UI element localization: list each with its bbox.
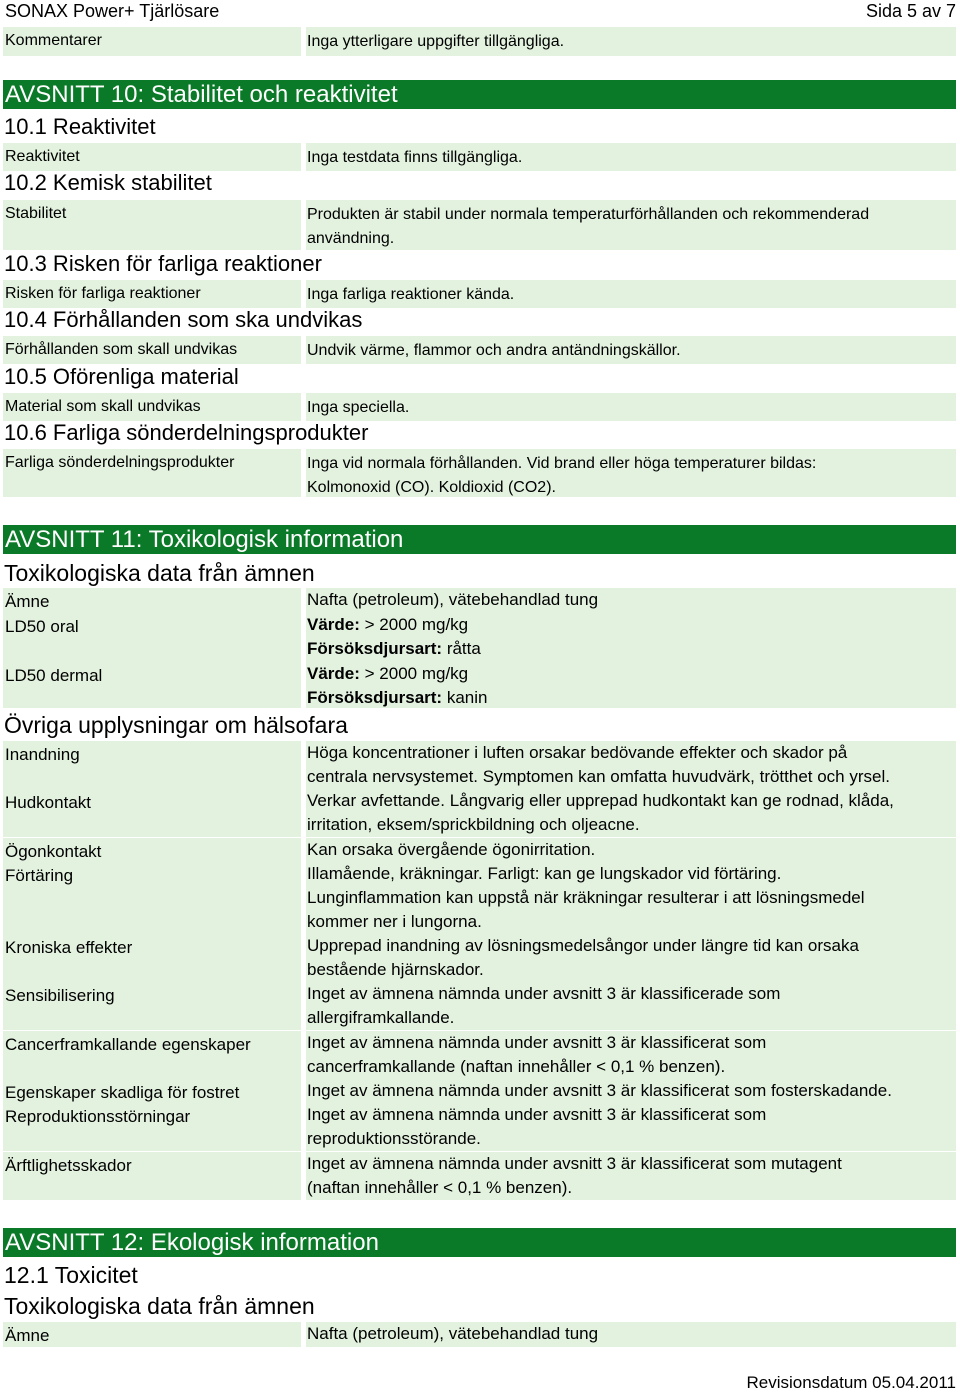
value-farliga-reaktioner: Inga farliga reaktioner kända. [306,280,956,308]
value-cancer-line2: cancerframkallande (naftan innehåller < 0,1 % benzen). [307,1057,726,1076]
label-ld50-oral: LD50 oral [3,613,301,662]
row-reproduktion [3,1103,956,1151]
row-sensibilisering [3,982,956,1030]
value-sensibilisering-line2: allergiframkallande. [307,1008,455,1027]
value-cancer-line1: Inget av ämnena nämnda under avsnitt 3 är klassificerat som [307,1033,767,1052]
varde-value: > 2000 mg/kg [359,664,469,683]
label-reproduktion: Reproduktionsstörningar [3,1103,301,1151]
row-eco-amne [3,1322,956,1347]
row-cancer [3,1031,956,1079]
label-arftlighet: Ärftlighetsskador [3,1152,301,1200]
heading-other-health: Övriga upplysningar om hälsofara [4,712,348,738]
label-stabilitet: Stabilitet [3,200,301,250]
row-amne [3,588,956,613]
value-ld50-dermal [306,662,956,708]
heading-10-2: 10.2 Kemisk stabilitet [4,170,212,195]
art-key: Försöksdjursart: [307,688,443,707]
section-12-banner: AVSNITT 12: Ekologisk information [3,1228,956,1257]
label-reaktivitet: Reaktivitet [3,143,301,171]
value-fortaring-line1: Illamående, kräkningar. Farligt: kan ge lungskador vid förtäring. [307,864,782,883]
label-ld50-dermal: LD50 dermal [3,662,301,708]
row-reaktivitet [3,143,956,171]
value-kroniska-line2: bestående hjärnskador. [307,960,484,979]
value-stabilitet-line2: användning. [307,230,395,247]
value-sensibilisering [306,982,956,1030]
varde-value: > 2000 mg/kg [359,615,469,634]
value-kroniska-line1: Upprepad inandning av lösningsmedelsångor under längre tid kan orsaka [307,936,859,955]
ld50-oral-art [307,637,954,661]
row-inandning [3,741,956,789]
value-amne: Nafta (petroleum), vätebehandlad tung [306,588,956,613]
value-arftlighet [306,1152,956,1200]
label-fortaring: Förtäring [3,862,301,934]
value-eco-amne: Nafta (petroleum), vätebehandlad tung [306,1322,956,1347]
value-fortaring-line2: Lunginflammation kan uppstå när kräkningar resulterar i att lösningsmedel [307,888,865,907]
value-hudkontakt-line2: irritation, eksem/sprickbildning och oljeacne. [307,815,640,834]
art-key: Försöksdjursart: [307,639,443,658]
value-sonderdelning [306,449,956,497]
row-sonderdelning [3,449,956,497]
label-sonderdelning: Farliga sönderdelningsprodukter [3,449,301,497]
row-ld50-oral [3,613,956,662]
label-hudkontakt: Hudkontakt [3,789,301,837]
page-number: Sida 5 av 7 [865,1,956,21]
comments-label: Kommentarer [3,27,301,56]
value-arftlighet-line1: Inget av ämnena nämnda under avsnitt 3 är klassificerat som mutagent [307,1154,842,1173]
section-10-banner: AVSNITT 10: Stabilitet och reaktivitet [3,80,956,109]
value-arftlighet-line2: (naftan innehåller < 0,1 % benzen). [307,1178,573,1197]
document-title: SONAX Power+ Tjärlösare [5,1,220,21]
label-ogonkontakt: Ögonkontakt [3,838,301,862]
row-ogonkontakt [3,838,956,862]
row-kroniska [3,934,956,982]
value-reproduktion [306,1103,956,1151]
value-stabilitet-line1: Produkten är stabil under normala temperaturförhållanden och rekommenderad [307,206,870,223]
comments-row [3,27,956,56]
varde-key: Värde: [307,615,360,634]
value-stabilitet [306,200,956,250]
label-cancer: Cancerframkallande egenskaper [3,1031,301,1079]
label-forhallanden: Förhållanden som skall undvikas [3,336,301,364]
value-fortaring-line3: kommer ner i lungorna. [307,912,482,931]
value-inandning [306,741,956,789]
label-amne: Ämne [3,588,301,613]
label-sensibilisering: Sensibilisering [3,982,301,1030]
label-eco-amne: Ämne [3,1322,301,1347]
value-cancer [306,1031,956,1079]
value-sonderdelning-line2: Kolmonoxid (CO). Koldioxid (CO2). [307,479,556,496]
row-forhallanden [3,336,956,364]
heading-12-1: 12.1 Toxicitet [4,1262,138,1288]
comments-value: Inga ytterligare uppgifter tillgängliga. [306,27,956,56]
ld50-oral-varde [307,613,954,637]
value-inandning-line2: centrala nervsystemet. Symptomen kan omfatta huvudvärk, trötthet och yrsel. [307,767,890,786]
row-fortaring [3,862,956,934]
value-hudkontakt-line1: Verkar avfettande. Långvarig eller upprepad hudkontakt kan ge rodnad, klåda, [307,791,894,810]
row-farliga-reaktioner [3,280,956,308]
heading-10-5: 10.5 Oförenliga material [4,364,239,389]
heading-eco-tox-data: Toxikologiska data från ämnen [4,1293,315,1319]
row-stabilitet [3,200,956,250]
varde-key: Värde: [307,664,360,683]
heading-10-1: 10.1 Reaktivitet [4,114,156,139]
value-reproduktion-line1: Inget av ämnena nämnda under avsnitt 3 är klassificerat som [307,1105,767,1124]
label-material: Material som skall undvikas [3,393,301,421]
value-inandning-line1: Höga koncentrationer i luften orsakar bedövande effekter och skador på [307,743,848,762]
value-hudkontakt [306,789,956,837]
value-material: Inga speciella. [306,393,956,421]
label-kroniska: Kroniska effekter [3,934,301,982]
value-ogonkontakt: Kan orsaka övergående ögonirritation. [306,838,956,862]
heading-10-6: 10.6 Farliga sönderdelningsprodukter [4,420,369,445]
value-sensibilisering-line1: Inget av ämnena nämnda under avsnitt 3 är klassificerade som [307,984,781,1003]
value-forhallanden: Undvik värme, flammor och andra antändningskällor. [306,336,956,364]
value-reaktivitet: Inga testdata finns tillgängliga. [306,143,956,171]
value-fortaring [306,862,956,934]
row-material [3,393,956,421]
row-arftlighet [3,1152,956,1200]
row-hudkontakt [3,789,956,837]
section-11-banner: AVSNITT 11: Toxikologisk information [3,525,956,554]
heading-10-3: 10.3 Risken för farliga reaktioner [4,251,322,276]
heading-10-4: 10.4 Förhållanden som ska undvikas [4,307,363,332]
value-foster: Inget av ämnena nämnda under avsnitt 3 är klassificerat som fosterskadande. [306,1079,956,1103]
row-ld50-dermal [3,662,956,708]
value-sonderdelning-line1: Inga vid normala förhållanden. Vid brand eller höga temperaturer bildas: [307,455,817,472]
value-kroniska [306,934,956,982]
heading-tox-data: Toxikologiska data från ämnen [4,560,315,586]
label-farliga-reaktioner: Risken för farliga reaktioner [3,280,301,308]
value-reproduktion-line2: reproduktionsstörande. [307,1129,481,1148]
revision-date: Revisionsdatum 05.04.2011 [746,1373,956,1392]
art-value: råtta [442,639,481,658]
ld50-dermal-varde [307,662,954,686]
row-foster [3,1079,956,1103]
value-ld50-oral [306,613,956,662]
art-value: kanin [442,688,488,707]
label-inandning: Inandning [3,741,301,789]
label-foster: Egenskaper skadliga för fostret [3,1079,301,1103]
ld50-dermal-art [307,686,954,710]
